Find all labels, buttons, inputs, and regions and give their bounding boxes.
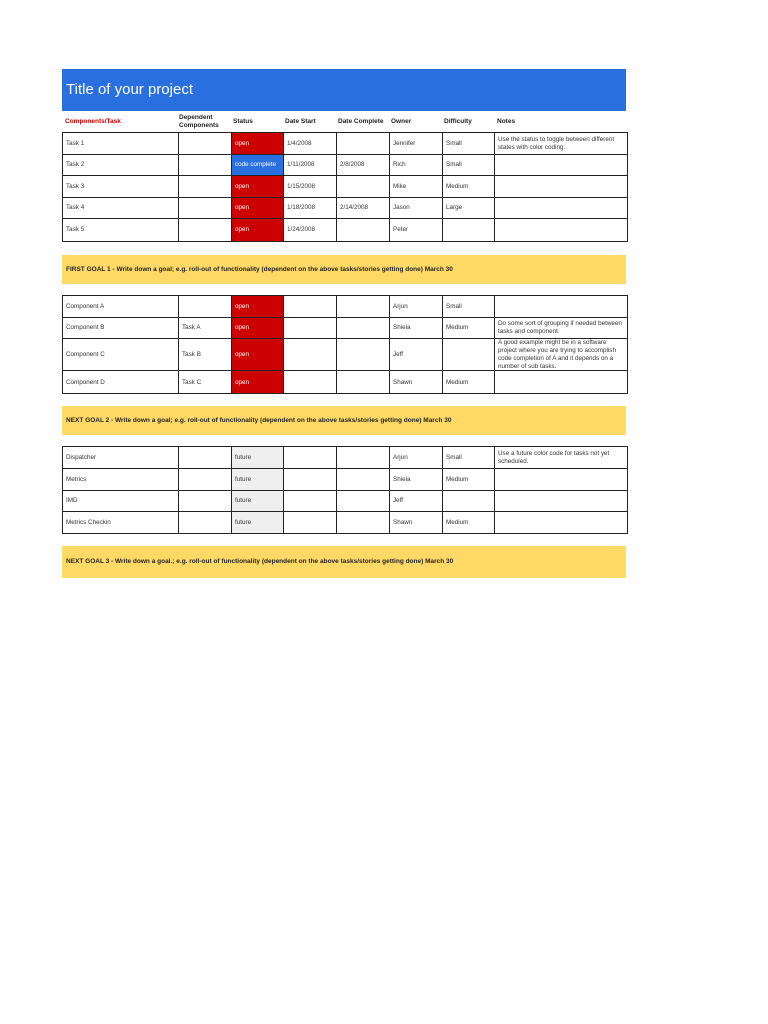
status-cell[interactable]: code complete (232, 155, 284, 176)
date-start-cell[interactable] (284, 318, 337, 339)
notes-cell[interactable] (495, 491, 628, 512)
date-start-cell[interactable] (284, 296, 337, 318)
dependent-cell[interactable] (179, 155, 232, 176)
component-name-cell[interactable]: Component D (63, 371, 179, 394)
dependent-cell[interactable] (179, 176, 232, 198)
table-row (63, 198, 628, 219)
status-cell[interactable]: open (232, 133, 284, 155)
status-cell[interactable]: open (232, 318, 284, 339)
dependent-cell[interactable] (179, 447, 232, 469)
status-cell[interactable]: open (232, 176, 284, 198)
owner-cell[interactable]: Shiela (390, 469, 443, 491)
date-start-cell[interactable] (284, 447, 337, 469)
dependent-cell[interactable] (179, 512, 232, 534)
task-name-cell[interactable]: Task 1 (63, 133, 179, 155)
notes-cell[interactable] (495, 198, 628, 219)
date-start-cell[interactable]: 1/15/2008 (284, 176, 337, 198)
table-row (63, 469, 628, 491)
dependent-cell[interactable] (179, 133, 232, 155)
date-complete-cell[interactable] (337, 318, 390, 339)
owner-cell[interactable]: Shawn (390, 371, 443, 394)
date-complete-cell[interactable] (337, 133, 390, 155)
notes-cell[interactable]: Use the status to toggle between different states with color coding. (495, 133, 628, 155)
table-row (63, 339, 628, 371)
date-complete-cell[interactable]: 2/14/2008 (337, 198, 390, 219)
table-row (63, 318, 628, 339)
difficulty-cell[interactable] (443, 219, 495, 242)
owner-cell[interactable]: Mike (390, 176, 443, 198)
dependent-cell[interactable]: Task A (179, 318, 232, 339)
column-header-date-start[interactable]: Date Start (285, 117, 316, 125)
component-name-cell[interactable]: Component B (63, 318, 179, 339)
difficulty-cell[interactable] (443, 491, 495, 512)
component-name-cell[interactable]: Metrics (63, 469, 179, 491)
goal-banner-3[interactable]: NEXT GOAL 3 - Write down a goal.; e.g. roll-out of functionality (dependent on the above tasks/stories getting done) March 30 (62, 546, 626, 578)
date-start-cell[interactable] (284, 469, 337, 491)
table-row (63, 447, 628, 469)
owner-cell[interactable]: Arjun (390, 296, 443, 318)
date-start-cell[interactable]: 1/4/2008 (284, 133, 337, 155)
status-cell[interactable]: open (232, 339, 284, 371)
status-cell[interactable]: open (232, 219, 284, 242)
notes-cell[interactable]: A good example might be in a software project where you are trying to accomplish code completion of A and it depends on a number of sub tasks. (495, 339, 628, 371)
date-complete-cell[interactable] (337, 447, 390, 469)
status-cell[interactable]: future (232, 512, 284, 534)
notes-cell[interactable] (495, 296, 628, 318)
date-complete-cell[interactable]: 2/8/2008 (337, 155, 390, 176)
task-name-cell[interactable]: Task 5 (63, 219, 179, 242)
task-name-cell[interactable]: Task 3 (63, 176, 179, 198)
table-row (63, 512, 628, 534)
notes-cell[interactable] (495, 176, 628, 198)
dependent-cell[interactable] (179, 198, 232, 219)
difficulty-cell[interactable]: Medium (443, 469, 495, 491)
date-complete-cell[interactable] (337, 296, 390, 318)
status-cell[interactable]: future (232, 447, 284, 469)
date-complete-cell[interactable] (337, 469, 390, 491)
difficulty-cell[interactable]: Large (443, 198, 495, 219)
notes-cell[interactable] (495, 469, 628, 491)
status-cell[interactable]: open (232, 198, 284, 219)
notes-cell[interactable] (495, 371, 628, 394)
column-header-status[interactable]: Status (233, 117, 253, 125)
date-start-cell[interactable]: 1/24/2008 (284, 219, 337, 242)
table-row (63, 491, 628, 512)
owner-cell[interactable]: Jason (390, 198, 443, 219)
column-header-difficulty[interactable]: Difficulty (444, 117, 472, 125)
goal-banner-1[interactable]: FIRST GOAL 1 - Write down a goal; e.g. roll-out of functionality (dependent on the above tasks/stories getting done) March 30 (62, 255, 626, 284)
date-start-cell[interactable] (284, 491, 337, 512)
dependent-cell[interactable]: Task B (179, 339, 232, 371)
difficulty-cell[interactable]: Medium (443, 371, 495, 394)
difficulty-cell[interactable]: Small (443, 296, 495, 318)
difficulty-cell[interactable]: Medium (443, 318, 495, 339)
table-row (63, 155, 628, 176)
column-header-row (62, 111, 626, 132)
date-complete-cell[interactable] (337, 512, 390, 534)
date-start-cell[interactable] (284, 512, 337, 534)
owner-cell[interactable]: Rich (390, 155, 443, 176)
component-name-cell[interactable]: Dispatcher (63, 447, 179, 469)
notes-cell[interactable] (495, 219, 628, 242)
dependent-cell[interactable] (179, 469, 232, 491)
dependent-cell[interactable]: Task C (179, 371, 232, 394)
table-row (63, 219, 628, 242)
status-cell[interactable]: open (232, 371, 284, 394)
column-header-owner[interactable]: Owner (391, 117, 412, 125)
table-row (63, 296, 628, 318)
date-complete-cell[interactable] (337, 491, 390, 512)
column-header-notes[interactable]: Notes (497, 117, 516, 125)
component-name-cell[interactable]: Component A (63, 296, 179, 318)
table-row (63, 371, 628, 394)
column-header-dependent-components[interactable]: Dependent Components (179, 114, 219, 129)
notes-cell[interactable]: Use a future color code for tasks not yet scheduled. (495, 447, 628, 469)
component-name-cell[interactable]: Component C (63, 339, 179, 371)
date-start-cell[interactable]: 1/11/2008 (284, 155, 337, 176)
owner-cell[interactable]: Peter (390, 219, 443, 242)
date-complete-cell[interactable] (337, 219, 390, 242)
notes-cell[interactable] (495, 155, 628, 176)
owner-cell[interactable]: Arjun (390, 447, 443, 469)
dependent-cell[interactable] (179, 219, 232, 242)
components-table (62, 295, 628, 394)
project-title[interactable]: Title of your project (62, 69, 626, 111)
status-cell[interactable]: open (232, 296, 284, 318)
date-start-cell[interactable] (284, 339, 337, 371)
dependent-cell[interactable] (179, 296, 232, 318)
difficulty-cell[interactable]: Small (443, 155, 495, 176)
difficulty-cell[interactable]: Medium (443, 512, 495, 534)
component-name-cell[interactable]: IMD (63, 491, 179, 512)
date-start-cell[interactable] (284, 371, 337, 394)
column-header-components-task[interactable]: Components/Task (65, 117, 121, 125)
difficulty-cell[interactable] (443, 339, 495, 371)
difficulty-cell[interactable]: Small (443, 447, 495, 469)
future-table (62, 446, 628, 534)
owner-cell[interactable]: Jennifer (390, 133, 443, 155)
task-name-cell[interactable]: Task 4 (63, 198, 179, 219)
tasks-table (62, 132, 628, 242)
task-name-cell[interactable]: Task 2 (63, 155, 179, 176)
date-complete-cell[interactable] (337, 176, 390, 198)
owner-cell[interactable]: Jeff (390, 491, 443, 512)
table-row (63, 176, 628, 198)
component-name-cell[interactable]: Metrics Checkin (63, 512, 179, 534)
notes-cell[interactable] (495, 512, 628, 534)
owner-cell[interactable]: Shiela (390, 318, 443, 339)
column-header-date-complete[interactable]: Date Complete (338, 117, 384, 125)
goal-banner-2[interactable]: NEXT GOAL 2 - Write down a goal; e.g. roll-out of functionality (dependent on the above tasks/stories getting done) March 30 (62, 406, 626, 435)
date-complete-cell[interactable] (337, 371, 390, 394)
status-cell[interactable]: future (232, 491, 284, 512)
owner-cell[interactable]: Shawn (390, 512, 443, 534)
notes-cell[interactable]: Do some sort of grouping if needed between tasks and component. (495, 318, 628, 339)
table-row (63, 133, 628, 155)
difficulty-cell[interactable]: Small (443, 133, 495, 155)
dependent-cell[interactable] (179, 491, 232, 512)
status-cell[interactable]: future (232, 469, 284, 491)
difficulty-cell[interactable]: Medium (443, 176, 495, 198)
date-start-cell[interactable]: 1/18/2008 (284, 198, 337, 219)
date-complete-cell[interactable] (337, 339, 390, 371)
owner-cell[interactable]: Jeff (390, 339, 443, 371)
